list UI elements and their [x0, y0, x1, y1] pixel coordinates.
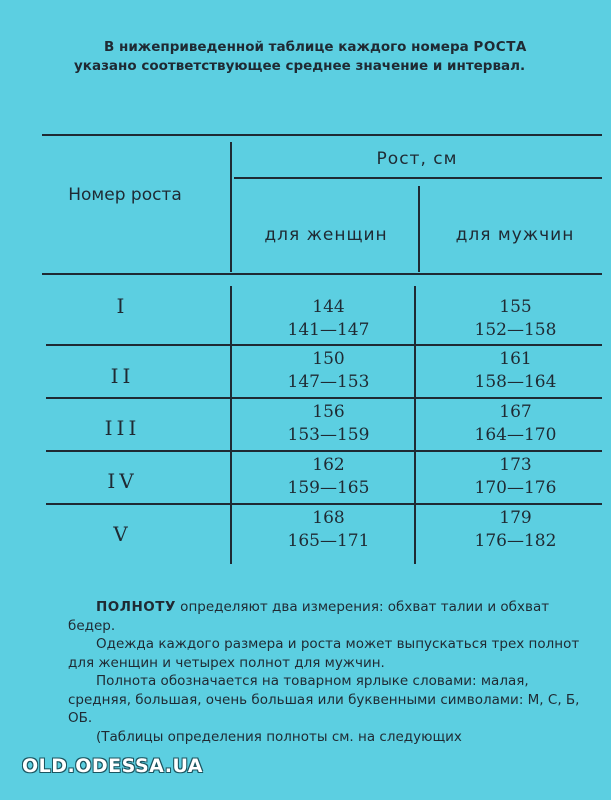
- women-range: 147—153: [287, 372, 370, 392]
- women-cell: [236, 454, 421, 500]
- women-range: 153—159: [287, 425, 370, 445]
- row-number: I: [116, 294, 129, 318]
- watermark: OLD.ODESSA.UA: [22, 755, 203, 777]
- women-cell: [236, 296, 421, 342]
- men-range: 176—182: [474, 531, 557, 551]
- table-top-rule: [42, 134, 602, 136]
- row-number: IV: [107, 469, 138, 493]
- women-mean: 150: [312, 349, 345, 369]
- paragraph-see-tables: (Таблицы определения полноты см. на следующих: [96, 728, 462, 745]
- women-mean: 156: [312, 402, 345, 422]
- header-subrule: [234, 177, 602, 179]
- row-rule-4: [46, 503, 602, 505]
- row-number: V: [113, 522, 132, 546]
- row-number: II: [110, 364, 135, 388]
- intro-line-1-text: В нижеприведенной таблице каждого номера: [104, 39, 474, 55]
- men-mean: 167: [499, 402, 532, 422]
- intro-line-2: указано соответствующее среднее значение и интервал.: [74, 58, 526, 74]
- women-range: 159—165: [287, 478, 370, 498]
- row-rule-2: [46, 397, 602, 399]
- women-mean: 144: [312, 297, 345, 317]
- men-mean: 161: [499, 349, 532, 369]
- men-range: 170—176: [474, 478, 557, 498]
- men-range: 158—164: [474, 372, 557, 392]
- intro-line-1-bold: РОСТА: [473, 39, 527, 55]
- paragraph-fullness-label: Полнота обозначается на товарном ярлыке словами: малая, средняя, большая, очень большая или буквенными символами: М, С, Б, ОБ.: [68, 673, 580, 726]
- men-cell: [423, 507, 608, 553]
- women-mean: 168: [312, 508, 345, 528]
- intro-line-1: [74, 38, 594, 57]
- paragraph-fullness: [68, 598, 588, 635]
- women-range: 141—147: [287, 320, 370, 340]
- intro-text: [74, 38, 594, 76]
- men-cell: [423, 348, 608, 394]
- body-text: [68, 598, 588, 746]
- fullness-term: ПОЛНОТУ: [96, 599, 176, 615]
- fullness-definition: определяют два измерения: обхват талии и обхват бедер.: [68, 599, 550, 634]
- women-cell: [236, 348, 421, 394]
- men-range: 152—158: [474, 320, 557, 340]
- men-cell: [423, 296, 608, 342]
- men-range: 164—170: [474, 425, 557, 445]
- women-cell: [236, 401, 421, 447]
- row-rule-1: [46, 344, 602, 346]
- men-mean: 179: [499, 508, 532, 528]
- women-range: 165—171: [287, 531, 370, 551]
- paragraph-fullness-count: Одежда каждого размера и роста может выпускаться трех полнот для женщин и четырех полнот для мужчин.: [68, 636, 580, 671]
- men-mean: 173: [499, 455, 532, 475]
- men-cell: [423, 401, 608, 447]
- men-cell: [423, 454, 608, 500]
- row-rule-3: [46, 450, 602, 452]
- header-number: Номер роста: [68, 185, 182, 205]
- row-number: III: [104, 416, 141, 440]
- header-bottom-rule: [42, 273, 602, 275]
- body-divider-left: [230, 286, 232, 564]
- women-cell: [236, 507, 421, 553]
- men-mean: 155: [499, 297, 532, 317]
- header-height: Рост, см: [376, 149, 458, 169]
- header-women: для женщин: [264, 225, 388, 245]
- header-men: для мужчин: [455, 225, 575, 245]
- women-mean: 162: [312, 455, 345, 475]
